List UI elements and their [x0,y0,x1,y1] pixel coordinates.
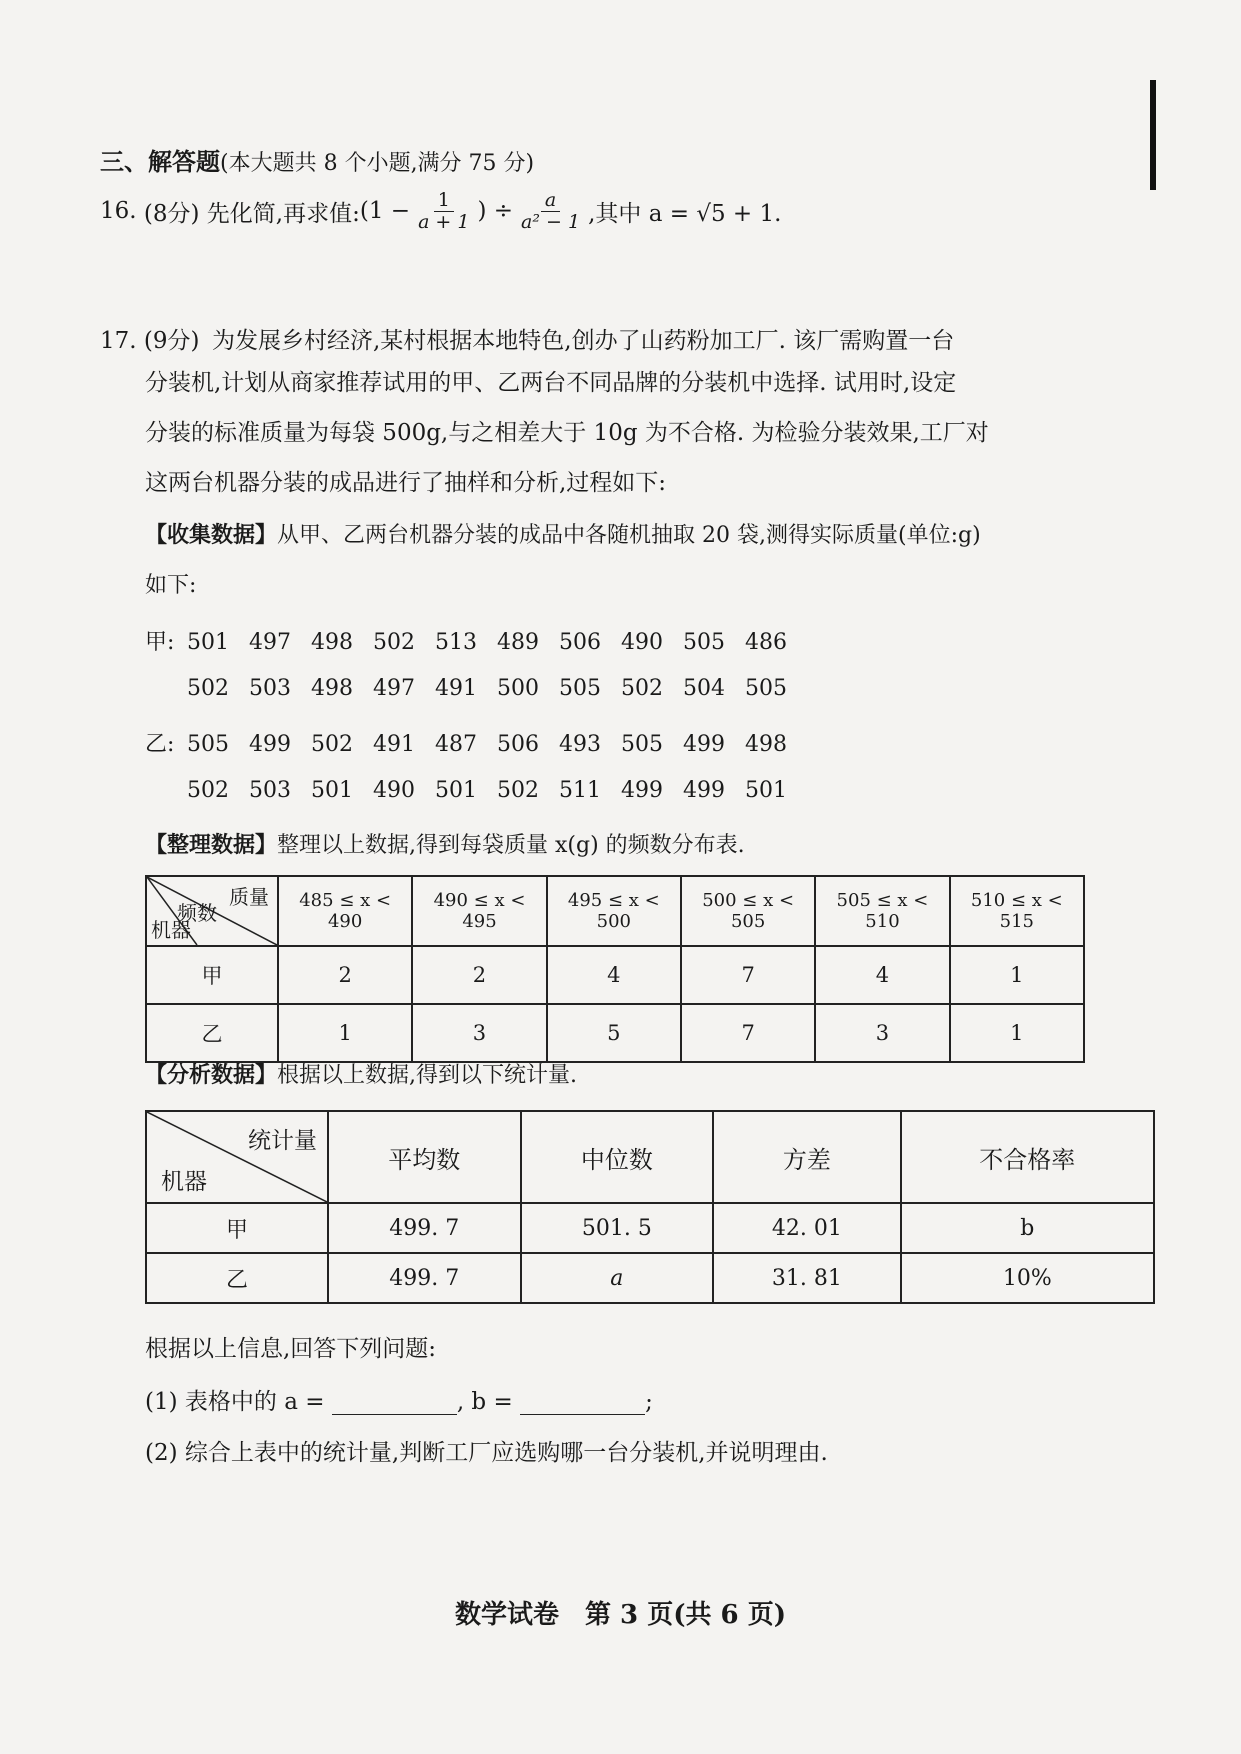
jia-data-row-2 [145,676,807,701]
column-header: 不合格率 [901,1111,1154,1203]
data-value: 501 [435,778,477,803]
statistics-table [145,1110,1155,1304]
table-cell: 499. 7 [328,1253,521,1303]
yi-data-row-2 [145,778,807,803]
row-header: 甲 [146,946,278,1004]
corner-label-bottom: 机器 [151,918,191,942]
sub-question-1 [145,1383,653,1416]
sub-question-2: (2) 综合上表中的统计量,判断工厂应选购哪一台分装机,并说明理由. [145,1440,828,1466]
jia-label: 甲: [145,630,175,655]
data-value: 502 [497,778,539,803]
data-value: 487 [435,732,477,757]
table-cell: 3 [815,1004,949,1062]
q17-paragraph [145,358,1045,508]
corner-label-mid: 频数 [177,901,217,925]
collect-text: 从甲、乙两台机器分装的成品中各随机抽取 20 袋,测得实际质量(单位:g) [277,523,981,548]
collect-label: 【收集数据】 [145,522,278,548]
table-row [146,1203,1154,1253]
data-value: 505 [745,676,787,701]
column-header: 490 ≤ x < 495 [412,876,546,946]
column-header: 495 ≤ x < 500 [547,876,681,946]
q16-prompt: 先化简,再求值: [206,200,360,227]
table-header-row [146,1111,1154,1203]
page-footer: 数学试卷 第 3 页(共 6 页) [455,1600,786,1630]
q16-fraction-1 [414,190,473,233]
question-17-header [100,322,199,355]
data-value: 499 [683,778,725,803]
table-cell: 499. 7 [328,1203,521,1253]
organize-data-line [145,828,745,859]
data-value: 499 [683,732,725,757]
q16-fraction-2 [517,190,584,233]
data-value: 499 [621,778,663,803]
data-value: 501 [187,630,229,655]
table-cell: 42. 01 [713,1203,900,1253]
column-header: 500 ≤ x < 505 [681,876,815,946]
column-header: 中位数 [521,1111,714,1203]
data-value: 501 [745,778,787,803]
fraction-denominator: a + 1 [418,210,470,233]
q17-line-4: 这两台机器分装的成品进行了抽样和分析,过程如下: [145,470,667,496]
table-cell: 10% [901,1253,1154,1303]
data-value: 498 [311,676,353,701]
collect-data-line [145,518,981,549]
answer-blank-a[interactable] [332,1392,457,1415]
row-header: 乙 [146,1253,328,1303]
table-cell: 3 [412,1004,546,1062]
organize-text: 整理以上数据,得到每袋质量 x(g) 的频数分布表. [277,833,745,858]
table-cell: 2 [412,946,546,1004]
column-header: 510 ≤ x < 515 [950,876,1084,946]
jia-data-row-1 [145,625,807,656]
table-cell: 4 [815,946,949,1004]
scan-edge-mark [1150,80,1156,190]
section-heading [100,142,534,177]
q16-points: (8分) [143,200,200,227]
q16-number: 16. [100,198,137,225]
section-title: 三、解答题 [100,147,220,176]
table-corner-cell [146,876,278,946]
analyze-text: 根据以上数据,得到以下统计量. [277,1063,578,1088]
q17-line-1: 为发展乡村经济,某村根据本地特色,创办了山药粉加工厂. 该厂需购置一台 [212,328,955,354]
data-value: 500 [497,676,539,701]
table-cell: 1 [950,1004,1084,1062]
fraction-numerator: a [541,190,560,212]
data-value: 502 [187,778,229,803]
fraction-numerator: 1 [434,190,454,212]
answer-intro: 根据以上信息,回答下列问题: [145,1336,437,1362]
table-cell: 1 [278,1004,412,1062]
table-cell: 501. 5 [521,1203,714,1253]
data-value: 490 [621,630,663,655]
column-header: 方差 [713,1111,900,1203]
data-value: 506 [559,630,601,655]
data-value: 497 [373,676,415,701]
data-value: 506 [497,732,539,757]
table-cell: 7 [681,1004,815,1062]
table-cell: 4 [547,946,681,1004]
sub1-end: ; [645,1389,653,1415]
table-header-row [146,876,1084,946]
table-cell: a [521,1253,714,1303]
column-header: 平均数 [328,1111,521,1203]
data-value: 498 [311,630,353,655]
column-header: 485 ≤ x < 490 [278,876,412,946]
yi-data-row-1 [145,727,807,758]
collect-text-2: 如下: [145,573,197,598]
yi-label: 乙: [145,732,175,757]
table-cell: 5 [547,1004,681,1062]
analyze-label: 【分析数据】 [145,1062,278,1088]
data-value: 491 [373,732,415,757]
table-row [146,946,1084,1004]
data-value: 489 [497,630,539,655]
table-row [146,1253,1154,1303]
data-value: 499 [249,732,291,757]
q16-condition: ,其中 a = √5 + 1. [588,200,782,227]
data-value: 491 [435,676,477,701]
section-note: (本大题共 8 个小题,满分 75 分) [220,151,535,176]
table-cell: 1 [950,946,1084,1004]
data-value: 505 [683,630,725,655]
q17-line-2: 分装机,计划从商家推荐试用的甲、乙两台不同品牌的分装机中选择. 试用时,设定 [145,370,957,396]
row-header: 甲 [146,1203,328,1253]
data-value: 493 [559,732,601,757]
data-value: 498 [745,732,787,757]
data-value: 503 [249,778,291,803]
fraction-denominator: a² − 1 [521,210,581,233]
data-value: 497 [249,630,291,655]
table-cell: 7 [681,946,815,1004]
corner-label-top: 质量 [229,885,269,909]
table-row [146,1004,1084,1062]
data-value: 504 [683,676,725,701]
data-value: 502 [311,732,353,757]
data-value: 511 [559,778,601,803]
sub1-a-label: (1) 表格中的 a = [145,1389,325,1415]
row-header: 乙 [146,1004,278,1062]
data-value: 490 [373,778,415,803]
data-value: 505 [559,676,601,701]
analyze-data-line [145,1058,577,1089]
q17-line-3: 分装的标准质量为每袋 500g,与之相差大于 10g 为不合格. 为检验分装效果,工厂对 [145,420,989,446]
data-value: 502 [621,676,663,701]
data-value: 503 [249,676,291,701]
frequency-table [145,875,1085,1063]
q17-points: (9分) [143,328,200,354]
data-value: 505 [187,732,229,757]
table-cell: 31. 81 [713,1253,900,1303]
data-value: 486 [745,630,787,655]
q16-expr-mid: ) ÷ [477,198,514,225]
q17-number: 17. [100,328,137,354]
corner-label-top: 统计量 [248,1128,317,1154]
data-value: 513 [435,630,477,655]
table-cell: 2 [278,946,412,1004]
data-value: 502 [373,630,415,655]
question-16 [100,190,781,233]
data-value: 505 [621,732,663,757]
column-header: 505 ≤ x < 510 [815,876,949,946]
answer-blank-b[interactable] [520,1392,645,1415]
organize-label: 【整理数据】 [145,832,278,858]
data-value: 501 [311,778,353,803]
q16-expr-open: (1 − [359,198,411,225]
corner-label-bottom: 机器 [161,1169,207,1195]
sub1-b-label: , b = [456,1389,513,1415]
table-cell: b [901,1203,1154,1253]
data-value: 502 [187,676,229,701]
table-corner-cell [146,1111,328,1203]
